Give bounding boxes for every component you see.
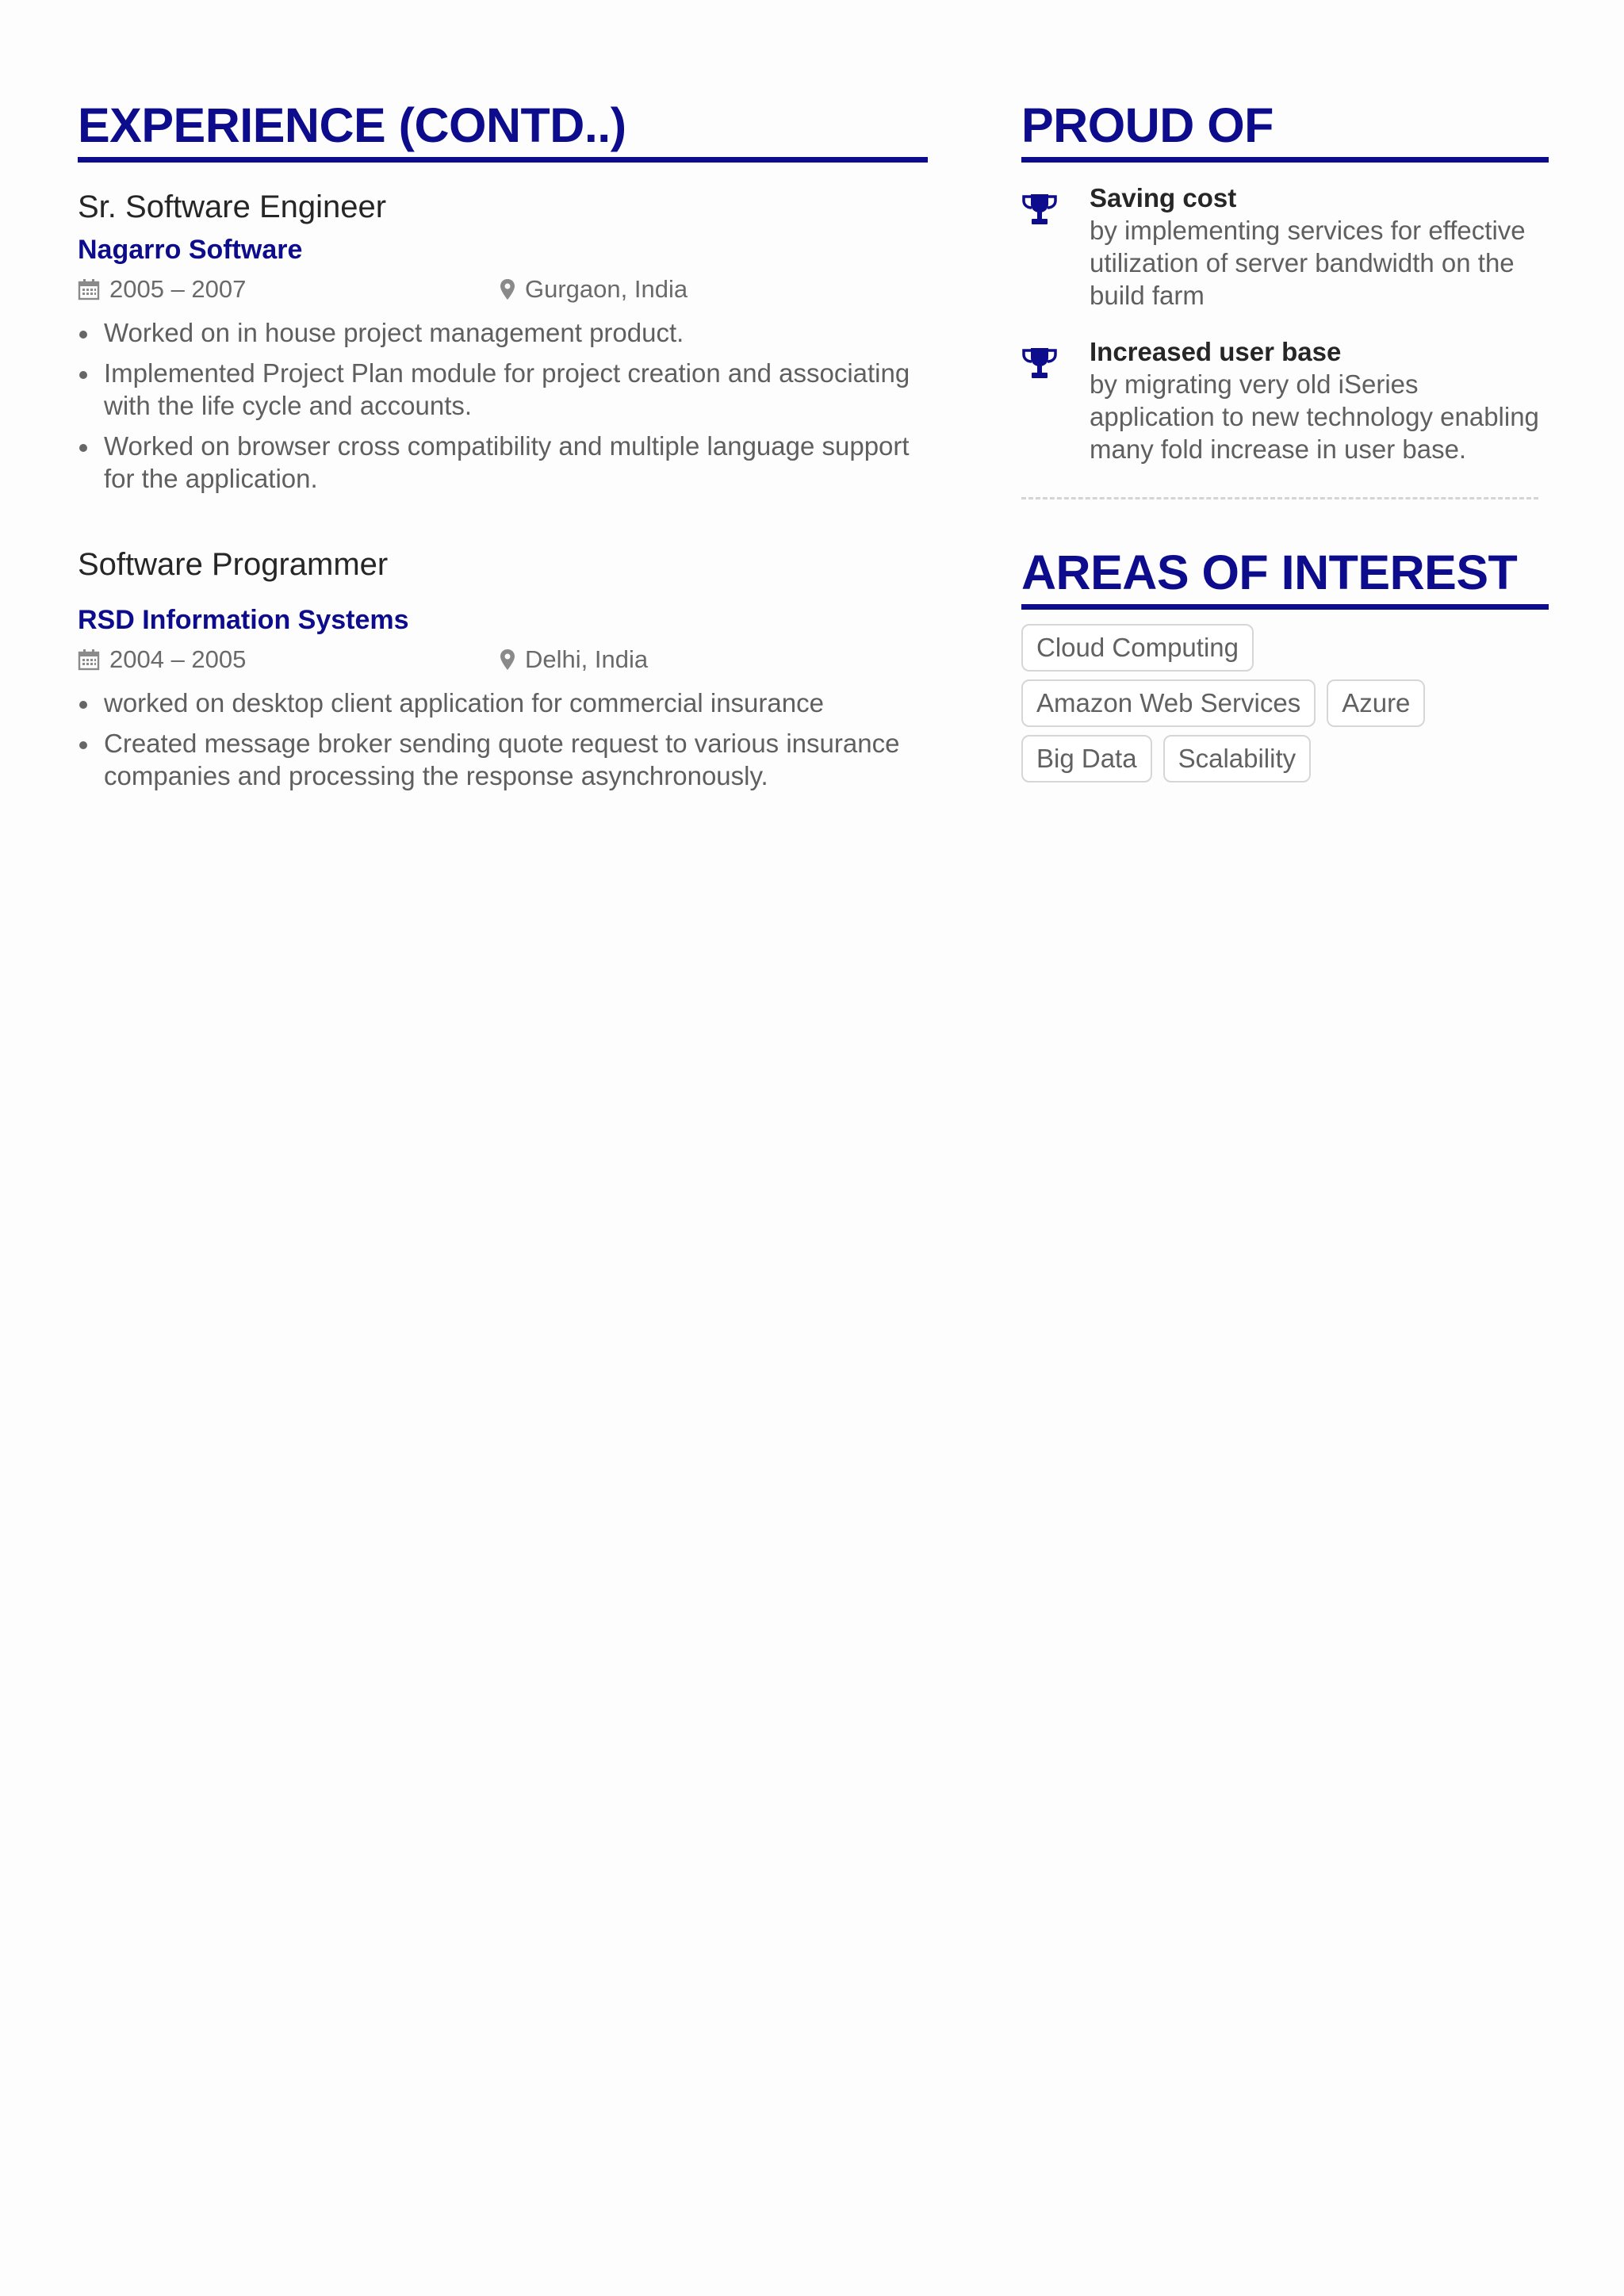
job-entry: [78, 186, 928, 495]
job-bullet: Created message broker sending quote request to various insurance companies and processing the response asynchronously.: [78, 727, 928, 792]
job-dates: [78, 641, 246, 679]
experience-section: [78, 94, 928, 800]
proud-of-heading-rule: [1021, 157, 1549, 163]
job-bullets: [78, 316, 928, 495]
job-company: Nagarro Software: [78, 235, 303, 265]
experience-heading: EXPERIENCE (CONTD..): [78, 98, 626, 152]
job-location: [500, 270, 688, 308]
job-company: RSD Information Systems: [78, 605, 409, 635]
sidebar-column: [1021, 94, 1549, 790]
job-location: [500, 641, 648, 679]
calendar-icon: [78, 649, 100, 671]
achievement-title: Saving cost: [1090, 183, 1237, 212]
job-bullet: Worked on in house project management product.: [78, 316, 928, 349]
proud-of-section: [1021, 94, 1549, 465]
job-meta: [78, 641, 928, 679]
achievement-description: by implementing services for effective utilization of server bandwidth on the build farm: [1090, 216, 1526, 310]
section-divider: [1021, 497, 1538, 499]
job-dates: [78, 270, 246, 308]
areas-of-interest-heading: AREAS OF INTEREST: [1021, 545, 1518, 599]
job-title: Software Programmer: [78, 547, 389, 582]
interest-tag: Scalability: [1163, 735, 1312, 783]
achievement-description: by migrating very old iSeries application to new technology enabling many fold increase in user base.: [1090, 369, 1539, 464]
achievement-item: [1021, 182, 1549, 312]
interest-tag: Cloud Computing: [1021, 624, 1254, 672]
job-dates-text: 2004 – 2005: [109, 645, 247, 673]
interest-tag: Big Data: [1021, 735, 1152, 783]
achievement-title: Increased user base: [1090, 337, 1342, 366]
interest-tag-list: [1021, 624, 1549, 790]
interest-tag: Azure: [1327, 679, 1425, 727]
achievement-item: [1021, 335, 1549, 465]
interest-tag: Amazon Web Services: [1021, 679, 1316, 727]
location-pin-icon: [500, 649, 515, 671]
experience-heading-rule: [78, 157, 928, 163]
calendar-icon: [78, 278, 100, 300]
job-bullet: Worked on browser cross compatibility and multiple language support for the application.: [78, 430, 928, 495]
job-bullet: Implemented Project Plan module for project creation and associating with the life cycle and accounts.: [78, 357, 928, 422]
job-dates-text: 2005 – 2007: [109, 275, 247, 303]
job-title: Sr. Software Engineer: [78, 189, 387, 224]
proud-of-heading: PROUD OF: [1021, 98, 1274, 152]
areas-of-interest-heading-rule: [1021, 604, 1549, 610]
trophy-icon: [1021, 193, 1058, 226]
job-meta: [78, 270, 928, 308]
location-pin-icon: [500, 278, 515, 300]
job-location-text: Delhi, India: [525, 645, 649, 673]
job-bullet: worked on desktop client application for commercial insurance: [78, 687, 928, 719]
job-bullets: [78, 687, 928, 792]
trophy-icon: [1021, 346, 1058, 380]
areas-of-interest-section: [1021, 541, 1549, 790]
job-location-text: Gurgaon, India: [525, 275, 688, 303]
job-entry: [78, 544, 928, 792]
